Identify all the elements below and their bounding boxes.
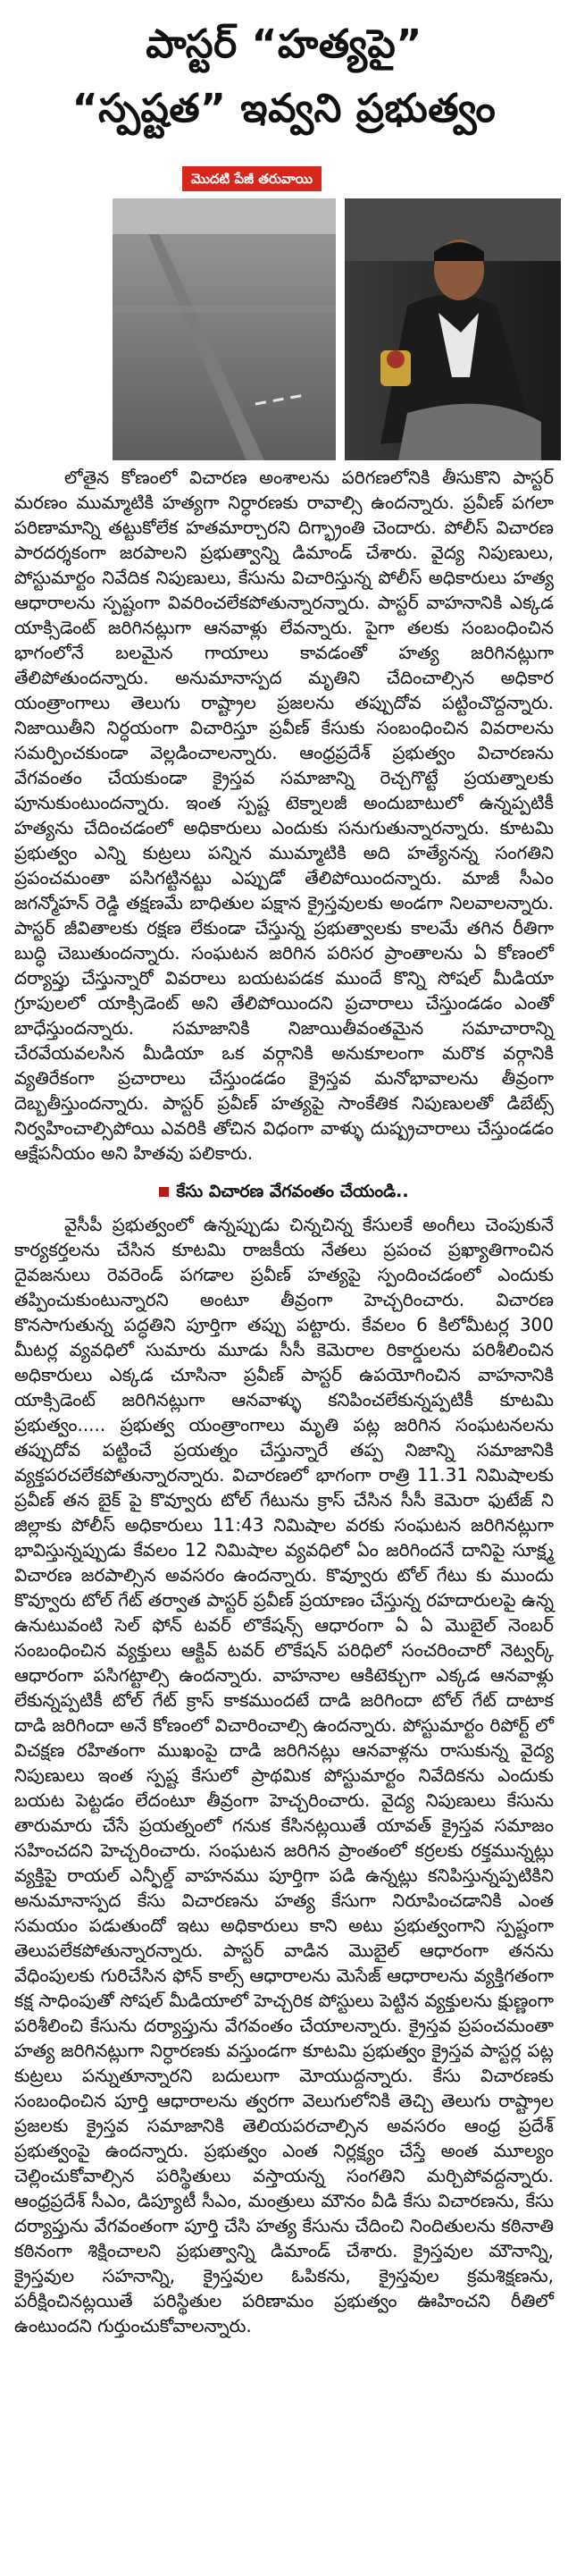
subheading-marker-icon bbox=[159, 1187, 169, 1197]
byline-container bbox=[182, 166, 322, 191]
road-scene bbox=[113, 198, 345, 460]
headline bbox=[0, 13, 568, 141]
headline-line-2: “స్పష్టత” ఇవ్వని ప్రభుత్వం bbox=[71, 86, 497, 131]
continued-from-front-page-tag: మొదటి పేజీ తరువాయి bbox=[182, 166, 322, 191]
photo-divider bbox=[336, 198, 345, 460]
article-paragraph-2: వైసీపీ ప్రభుత్వంలో ఉన్నప్పుడు చిన్నచిన్న కేసులకే అంగీలు చెంపుకునే కార్యకర్తలను చేసిన కూటమి రాజకీయ నేతలు ప్రపంచ ప్రఖ్యాతిగాంచిన దైవజనులు రెవరెండ్ పగడాల ప్రవీణ్ హత్యపై స్పందించడంలో ఎందుకు తప్పించుకుంటున్నారని అంటూ తీవ్రంగా హెచ్చరించారు. విచారణ కొనసాగుతున్న పద్ధతిని పూర్తిగా తప్పు పట్టారు. కేవలం 6 కిలోమీటర్ల 300 మీటర్ల వ్యవధిలో సుమారు మూడు సీసీ కెమెరాల రికార్డులను పరిశీలించిన అధికారులు ఎక్కడ చూసినా ప్రవీణ్ పాస్టర్ ఉపయోగించిన వాహనానికి యాక్సిడెంట్ జరిగినట్లుగా ఆనవాళ్ళు కనిపించలేకున్నప్పటికీ కూటమి ప్రభుత్వం..... ప్రభుత్వ యంత్రాంగాలు మృతి పట్ల జరిగిన సంఘటనలను తప్పుదోవ పట్టించే ప్రయత్నం చేస్తున్నారే తప్ప నిజాన్ని సమాజానికి వ్యక్తపరచలేకపోతున్నారన్నారు. విచారణలో భాగంగా రాత్రి 11.31 నిమిషాలకు ప్రవీణ్ తన బైక్ పై కొవ్వూరు టోల్ గేటును క్రాస్ చేసిన సీసీ కెమెరా ఫుటేజ్ ని జిల్లాకు పోలీస్ అధికారులు 11:43 నిమిషాల వరకు సంఘటన జరిగినట్లుగా భావిస్తున్నప్పుడు కేవలం 12 నిమిషాల వ్యవధిలో ఏం జరిగిందనే దానిపై సూక్ష్మ విచారణ జరపాల్సిన అవసరం ఉందన్నారు. కొవ్వూరు టోల్ గేటు కు ముందు కొవ్వూరు టోల్ గేట్ తర్వాత పాస్టర్ ప్రవీణ్ ప్రయాణం చేస్తున్న రహదారులపై ఉన్న ఉనుటువంటి సెల్ ఫోన్ టవర్ లొకేషన్స్ ఆధారంగా ఏ ఏ మొబైల్ నెంబర్ సంబంధించిన వ్యక్తులు ఆక్టివ్ టవర్ లొకేషన్ పరిధిలో సంచరించారో నెట్వర్క్ ఆధారంగా పసిగట్టాల్సి ఉందన్నారు. వాహనాల ఆకిటెక్చుగా ఎక్కడ ఆనవాళ్లు లేకున్నప్పటికీ టోల్ గేట్ క్రాస్ కాకముందటే దాడి జరిగిందా టోల్ గేట్ దాటాక దాడి జరిగిందా అనే కోణంలో విచారించాల్సి ఉందన్నారు. పోస్టుమార్టం రిపోర్ట్ లో విచక్షణ రహితంగా ముఖంపై దాడి జరిగినట్లు ఆనవాళ్లను రాసుకున్న వైద్య నిపుణులు ఇంత స్పష్ట కేసులో ప్రాథమిక పోస్టుమార్టం నివేదికను ఎందుకు బయట పెట్టడం లేదంటూ తీవ్రంగా హెచ్చరించారు. వైద్య నిపుణులు కేసును తారుమారు చేసే ప్రయత్నంలో గనుక కేసినట్లయితే యావత్ క్రైస్తవ సమాజం సహించదని హెచ్చరించారు. సంఘటన జరిగిన ప్రాంతంలో కర్రలకు రక్తమున్నట్లు వ్యక్తిపై రాయల్ ఎన్ఫీల్డ్ వాహనము పూర్తిగా పడి ఉన్నట్లు కనిపిస్తున్నప్పటికిని అనుమానాస్పద కేసు విచారణను హత్య కేసుగా నిరూపించడానికి ఎంత సమయం పడుతుందో ఇటు అధికారులు కాని అటు ప్రభుత్వంగాని స్పష్టంగా తెలుపలేకపోతున్నారన్నారు. పాస్టర్ వాడిన మొబైల్ ఆధారంగా తనను వేధింపులకు గురిచేసిన ఫోన్ కాల్స్ ఆధారాలను మెసేజ్ ఆధారాలను వ్యక్తిగతంగా కక్ష సాధింపుతో సోషల్ మీడియాలో హెచ్చరిక పోస్టులు పెట్టిన వ్యక్తులను క్షుణ్ణంగా పరిశీలించి కేసును దర్యాప్తును వేగవంతం చేయాలన్నారు. క్రైస్తవ ప్రపంచమంతా హత్య జరిగినట్లుగా నిర్ధారణకు వస్తుండగా కూటమి ప్రభుత్వం క్రైస్తవ పాస్టర్ల పట్ల కుట్రలు పన్నుతూన్నారని బదులుగా మోయుద్దన్నారు. కేసు విచారణకు సంబంధించిన పూర్తి ఆధారాలను త్వరగా వెలుగులోనికి తెచ్చి తెలుగు రాష్ట్రాల ప్రజలకు క్రైస్తవ సమాజానికి తెలియపరచాల్సిన అవసరం ఆంధ్ర ప్రదేశ్ ప్రభుత్వంపై ఉందన్నారు. ప్రభుత్వం ఎంత నిర్లక్ష్యం చేస్తే అంత మూల్యం చెల్లించుకోవాల్సిన పరిస్థితులు వస్తాయన్న సంగతిని మర్చిపోవద్దన్నారు. ఆంధ్రప్రదేశ్ సీఎం, డిప్యూటీ సీఎం, మంత్రులు మౌనం వీడి కేసు విచారణను, కేసు దర్యాప్తును వేగవంతంగా పూర్తి చేసి హత్య కేసును చేదించి నిందితులను కఠినాతి కఠినంగా శిక్షించాలని ప్రభుత్వాన్ని డిమాండ్ చేశారు. క్రైస్తవుల మౌనాన్ని, క్రైస్తవుల సహనాన్ని, క్రైస్తవుల ఓపికను, క్రైస్తవుల క్రమశిక్షణను, పరీక్షించినట్లయితే పరిస్థితుల పరిణామం ప్రభుత్వం ఊహించని రీతిలో ఉంటుందని గుర్తుంచుకోవాలన్నారు. bbox=[14, 1214, 554, 2336]
section-subheading bbox=[14, 1178, 554, 1205]
subheading-text: కేసు విచారణ వేగవంతం చేయండి.. bbox=[176, 1182, 409, 1201]
headline-line-1: పాస్టర్ “హత్యపై” bbox=[146, 21, 422, 67]
article-paragraph-1: లోతైన కోణంలో విచారణ అంశాలను పరిగణలోనికి తీసుకొని పాస్టర్ మరణం ముమ్మాటికి హత్యగా నిర్ధారణకు రావాల్సి ఉందన్నారు. ప్రవీణ్ పగలా పరిణామాన్ని తట్టుకోలేక హతమార్చారని దిగ్భ్రాంతి చెందారు. పోలీస్ విచారణ పారదర్శకంగా జరపాలని ప్రభుత్వాన్ని డిమాండ్ చేశారు. వైద్య నిపుణులు, పోస్టుమార్టం నివేదిక నిపుణులు, కేసును విచారిస్తున్న పోలీస్ అధికారులు హత్య ఆధారాలను స్పష్టంగా వివరించలేకపోతున్నారన్నారు. పాస్టర్ వాహనానికి ఎక్కడ యాక్సిడెంట్ జరిగినట్లుగా ఆనవాళ్లు లేవన్నారు. పైగా తలకు సంబంధించిన భాగంలోనే బలమైన గాయాలు కావడంతో హత్య జరిగినట్లుగా తేలిపోతుందన్నారు. అనుమానాస్పద మృతిని చేదించాల్సిన అధికార యంత్రాంగాలు తెలుగు రాష్ట్రాల ప్రజలను తప్పుదోవ పట్టించొద్దన్నారు. నిజాయితీని నిర్ధయంగా విచారిస్తూ ప్రవీణ్ కేసుకు సంబంధించిన వివరాలను సమర్పించకుండా వెల్లడించాలన్నారు. ఆంధ్రప్రదేశ్ ప్రభుత్వం విచారణను వేగవంతం చేయకుండా క్రైస్తవ సమాజాన్ని రెచ్చగొట్టే ప్రయత్నాలకు పూనుకుంటుందన్నారు. ఇంత స్పష్ట టెక్నాలజీ అందుబాటులో ఉన్నప్పటికీ హత్యను చేదించడంలో అధికారులు ఎందుకు సనుగుతున్నారన్నారు. కూటమి ప్రభుత్వం ఎన్ని కుట్రలు పన్నిన ముమ్మాటికి అది హత్యేనన్న సంగతిని ప్రపంచమంతా పసిగట్టినట్టు ఎప్పుడో తేలిపోయిందన్నారు. మాజీ సీఎం జగన్మోహన్ రెడ్డి తక్షణమే బాధితుల పక్షాన క్రైస్తవులకు అండగా నిలవాలన్నారు. పాస్టర్ జీవితాలకు రక్షణ లేకుండా చేస్తున్న ప్రభుత్వాలకు కాలమే తగిన రీతిగా బుద్ధి చెబుతుందన్నారు. సంఘటన జరిగిన పరిసర ప్రాంతాలను ఏ కోణంలో దర్యాప్తు చేస్తున్నారో వివరాలు బయటపడక ముందే కొన్ని సోషల్ మీడియా గ్రూపులలో యాక్సిడెంట్ అని తేలిపోయిందని ప్రచారాలు చేస్తుండడం ఎంతో బాధేస్తుందన్నారు. సమాజానికి నిజాయితీవంతమైన సమాచారాన్ని చేరవేయవలసిన మీడియా ఒక వర్గానికి అనుకూలంగా మరొక వర్గానికి వ్యతిరేకంగా ప్రచారాలు చేస్తుండడం క్రైస్తవ మనోభావాలను తీవ్రంగా దెబ్బతీస్తుందన్నారు. పాస్టర్ ప్రవీణ్ హత్యపై సాంకేతిక నిపుణులతో డిబేట్స్ నిర్వహించాల్సిపోయి ఎవరికి తోచిన విధంగా వాళ్ళు దుష్ప్రచారాలు చేస్తుండడం ఆక్షేపనీయం అని హితవు పలికారు. bbox=[14, 467, 554, 1164]
news-photo bbox=[113, 198, 561, 460]
article-body bbox=[14, 465, 554, 2338]
pastor-portrait bbox=[345, 198, 561, 460]
